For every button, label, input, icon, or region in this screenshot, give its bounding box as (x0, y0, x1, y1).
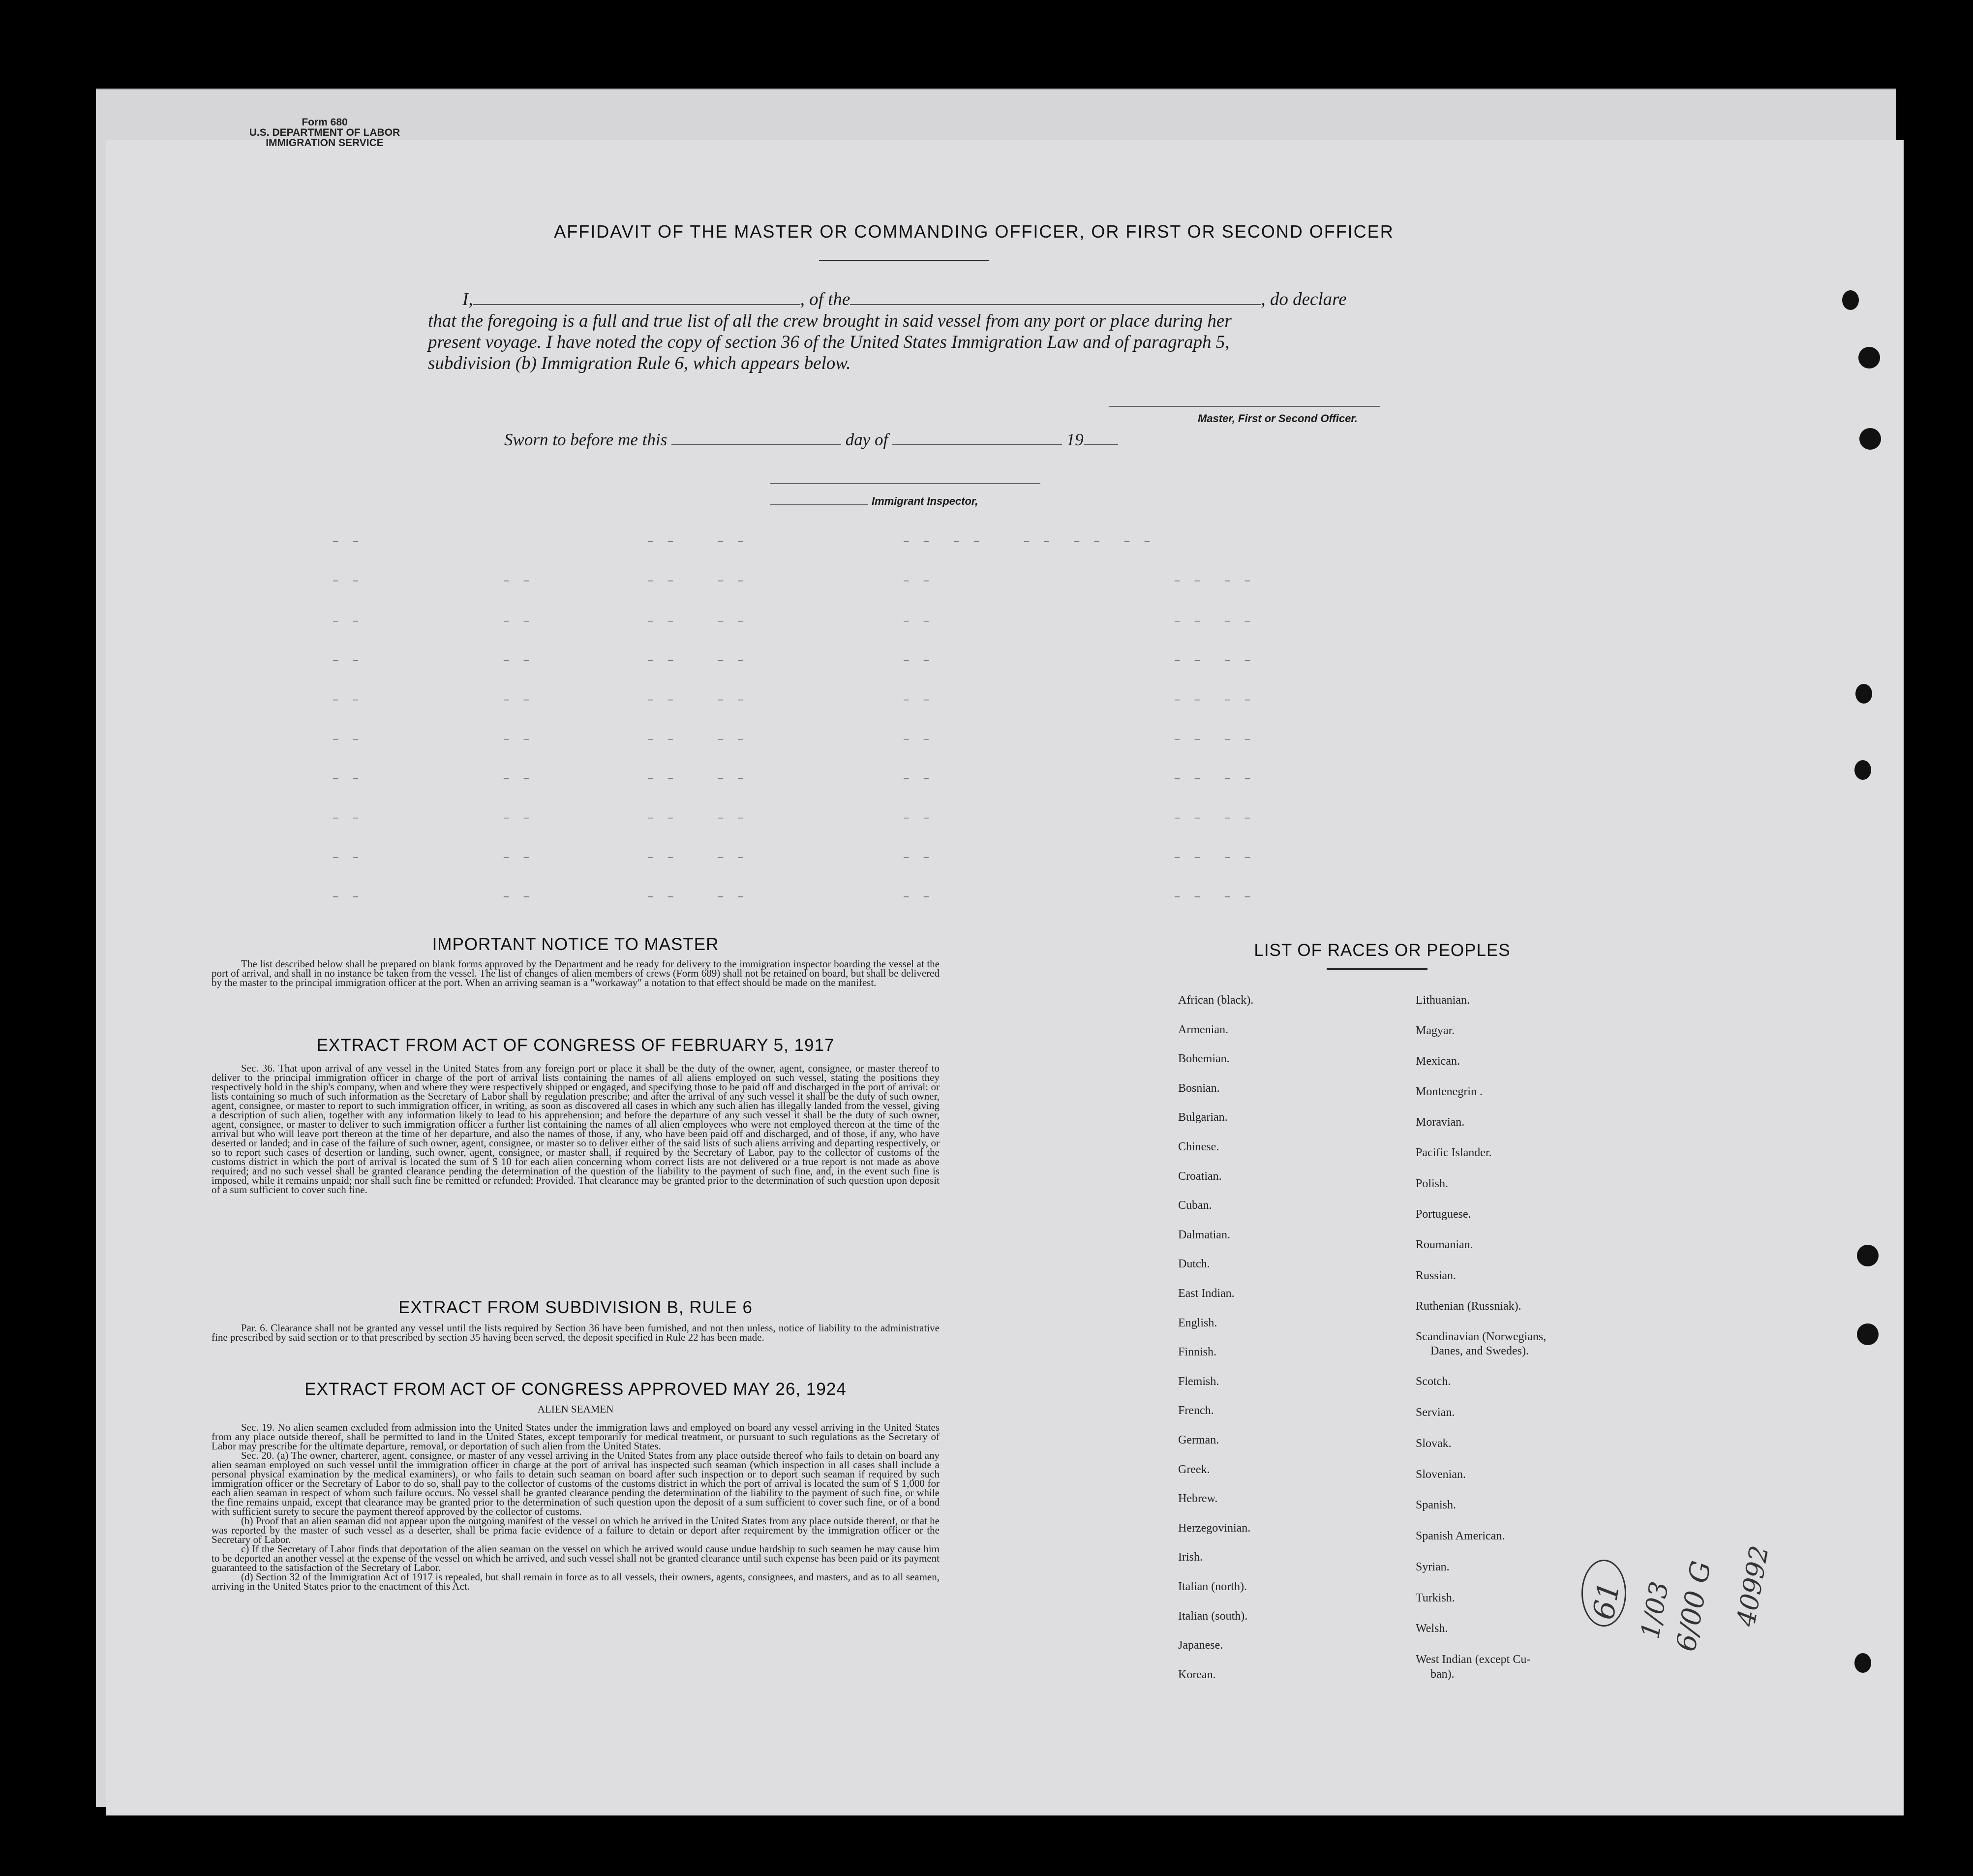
handwritten-circled-number: 61 (1586, 1579, 1627, 1623)
race-item: Korean. (1178, 1668, 1216, 1681)
month-blank (892, 444, 1062, 445)
race-item: Hebrew. (1178, 1492, 1218, 1505)
race-item: Syrian. (1416, 1561, 1450, 1573)
ledger-marks: – – – – (332, 851, 533, 864)
race-item: Mexican. (1416, 1055, 1460, 1068)
year-blank (1084, 444, 1118, 445)
extract-rule6-text (212, 1323, 940, 1342)
ledger-marks: – – – – (647, 575, 748, 588)
ledger-marks: – – – – – – (903, 654, 1254, 668)
ledger-marks: – – – – (332, 733, 533, 746)
ledger-marks: – – – – (332, 891, 533, 904)
vessel-blank (850, 304, 1261, 305)
binder-hole (1842, 290, 1859, 310)
race-item: French. (1178, 1404, 1214, 1417)
extract-1924-subtitle: ALIEN SEAMEN (537, 1403, 614, 1415)
binder-hole (1859, 428, 1881, 450)
race-item: Herzegovinian. (1178, 1522, 1251, 1535)
race-item: Welsh. (1416, 1622, 1448, 1635)
binder-hole (1854, 760, 1871, 780)
ledger-marks: – – – – (647, 733, 748, 746)
race-item: Bohemian. (1178, 1052, 1230, 1065)
race-item: Russian. (1416, 1269, 1457, 1282)
extract-1924-paragraph: c) If the Secretary of Labor finds that deportation of the alien seaman on the vessel on which he arrived would cause undue hardship to such seamen he may cause him to be deported an another vessel at the expense of the vessel on which he arrived, and such vessel shall not be granted clearance until such expense has been paid or its payment guaranteed to the satisfaction of the Secretary of Labor. (212, 1543, 940, 1573)
race-item: Cuban. (1178, 1199, 1212, 1212)
ledger-marks: – – – – (647, 615, 748, 628)
ledger-marks: – – – – – – – – – – (903, 535, 1154, 549)
affidavit-line-4: subdivision (b) Immigration Rule 6, which appears below. (428, 353, 851, 373)
ledger-marks: – – – – (332, 615, 533, 628)
form-header (246, 117, 403, 143)
race-item: Moravian. (1416, 1116, 1465, 1129)
sworn-line (504, 430, 1118, 450)
race-item: English. (1178, 1317, 1217, 1329)
race-item: Lithuanian. (1416, 994, 1470, 1007)
important-notice-title: IMPORTANT NOTICE TO MASTER (432, 935, 719, 954)
binder-hole (1857, 1323, 1879, 1345)
race-item: Greek. (1178, 1463, 1210, 1476)
race-item: Scotch. (1416, 1375, 1451, 1388)
inspector-line-1 (770, 483, 1040, 484)
race-item: Pacific Islander. (1416, 1146, 1492, 1159)
ledger-marks: – – – – (647, 535, 748, 549)
race-item: Spanish. (1416, 1499, 1457, 1511)
handwritten-note: 1/03 (1636, 1579, 1675, 1641)
important-notice-text (212, 959, 940, 987)
race-item: Polish. (1416, 1177, 1449, 1190)
extract-1924-paragraph: (d) Section 32 of the Immigration Act of 1917 is repealed, but shall remain in force as to all vessels, their owners, agents, consignees, and masters, and as to all seamen, arriving in the United States prior to the enactment of this Act. (212, 1571, 940, 1592)
service-name (246, 138, 403, 143)
ledger-marks: – – – – (647, 851, 748, 864)
signature-label: Master, First or Second Officer. (1198, 412, 1358, 425)
ledger-marks: – – – – – – (903, 733, 1254, 746)
binder-hole (1854, 1653, 1871, 1673)
ledger-marks: – – – – – – (903, 772, 1254, 786)
race-item: Bosnian. (1178, 1082, 1220, 1095)
extract-1924-paragraph: Sec. 19. No alien seamen excluded from admission into the United States under the immigration laws and employed on board any vessel arriving in the United States from any place outside thereof, shall be permitted to land in the United States, except temporarily for medical treatment, or pursuant to such regulations as the Secretary of Labor may prescribe for the ultimate departure, removal, or deportation of such alien from the United States. (212, 1421, 940, 1452)
ledger-marks: – – – – (647, 891, 748, 904)
affidavit-title: AFFIDAVIT OF THE MASTER OR COMMANDING OFFICER, OR FIRST OR SECOND OFFICER (554, 221, 1394, 242)
race-item: West Indian (except Cu- (1416, 1653, 1531, 1666)
race-item: Bulgarian. (1178, 1111, 1228, 1124)
ledger-marks: – – – – (647, 654, 748, 668)
extract-1924-text (212, 1423, 940, 1591)
extract-1924-title: EXTRACT FROM ACT OF CONGRESS APPROVED MAY 26, 1924 (304, 1380, 847, 1399)
day-blank (671, 444, 841, 445)
race-item: Armenian. (1178, 1023, 1228, 1036)
department-name: U.S. DEPARTMENT OF LABOR (249, 127, 400, 138)
name-blank (473, 304, 800, 305)
race-item: Scandinavian (Norwegians, (1416, 1330, 1547, 1343)
binder-hole (1858, 347, 1880, 369)
race-item: Slovenian. (1416, 1468, 1466, 1481)
race-item: Irish. (1178, 1551, 1203, 1564)
race-item: Dalmatian. (1178, 1229, 1230, 1241)
race-item: Portuguese. (1416, 1208, 1471, 1221)
race-item: Magyar. (1416, 1024, 1455, 1037)
affidavit-line-2: that the foregoing is a full and true list of all the crew brought in said vessel from any port or place during her (428, 311, 1232, 331)
race-item: East Indian. (1178, 1287, 1235, 1300)
race-item: Danes, and Swedes). (1430, 1345, 1529, 1357)
extract-1917-title: EXTRACT FROM ACT OF CONGRESS OF FEBRUARY 5, 1917 (316, 1036, 835, 1055)
ledger-marks: – – – – (647, 694, 748, 707)
affidavit-i: I, (462, 289, 473, 309)
ledger-marks: – – – – – – (903, 575, 1254, 588)
race-item: ban). (1430, 1668, 1455, 1681)
day-of-text: day of (845, 430, 888, 449)
race-item: Spanish American. (1416, 1530, 1505, 1542)
ledger-marks: – – – – – – (903, 615, 1254, 628)
ledger-marks: – – (332, 535, 363, 549)
extract-1917-paragraph: Sec. 36. That upon arrival of any vessel in the United States from any foreign port or place it shall be the duty of the owner, agent, consignee, or master thereof to deliver to the principal immigration officer in charge of the port of arrival lists containing the names of all aliens employed on such vessel, stating the positions they respectively hold in the ship's company, when and where they were respectively shipped or engaged, and specifying those to be paid off and discharged in the port of arrival: or lists containing so much of such information as the Secretary of Labor shall by regulation prescribe; and after the arrival of any such vessel it shall be the duty of such owner, agent, consignee, or master to report to such immigration officer, in writing, as soon as discovered all cases in which any such alien has illegally landed from the vessel, giving a description of such alien, together with any information likely to lead to his apprehension; and before the departure of any such vessel it shall be the duty of such owner, agent, consignee, or master to deliver to such immigration officer a further list containing the names of all alien employees who were not employed thereon at the time of the arrival but who will leave port thereon at the time of her departure, and also the names of those, if any, who have been paid off and discharged, and of those, if any, who have deserted or landed; and in case of the failure of such owner, agent, consignee, or master so to deliver either of the said lists of such aliens arriving and departing respectively, or so to report such cases of desertion or landing, such owner, agent, consignee, or master shall, if required by the Secretary of Labor, pay to the collector of customs of the customs district in which the port of arrival is located the sum of $ 10 for each alien concerning whom correct lists are not delivered or a true report is not made as above required; and no such vessel shall be granted clearance pending the determination of the question of the liability to the payment of such fine, and, in the event such fine is imposed, while it remains unpaid; nor shall such fine be remitted or refunded; Provided. That clearance may be granted prior to the determination of such question upon deposit of a sum sufficient to cover such fine. (212, 1062, 940, 1196)
ledger-marks: – – – – – – (903, 694, 1254, 707)
extract-rule6-title: EXTRACT FROM SUBDIVISION B, RULE 6 (398, 1298, 753, 1317)
notice-paragraph: The list described below shall be prepared on blank forms approved by the Department and be ready for delivery to the immigration inspector boarding the vessel at the port of arrival, and shall in no instance be taken from the vessel. The list of changes of alien members of crews (Form 689) shall not be retained on board, but shall be delivered by the master to the principal immigration officer at the port. When an arriving seaman is a "workaway" a notation to that effect should be made on the manifest. (212, 958, 940, 988)
race-item: Slovak. (1416, 1437, 1452, 1450)
extract-1924-paragraph: Sec. 20. (a) The owner, charterer, agent, consignee, or master of any vessel arriving in the United States from any place outside thereof who fails to detain on board any alien seaman employed on such vessel until the immigration officer in charge at the port of arrival has inspected such seaman (which inspection in all cases shall include a personal physical examination by the medical examiners), or who fails to detain such seaman on board after such inspection or to deport such seaman if required by such immigration officer or the Secretary of Labor to do so, shall pay to the collector of customs of the customs district in which the port of arrival is located the sum of $ 1,000 for each alien seaman in respect of whom such failure occurs. No vessel shall be granted clearance pending the determination of the liability to the payment of such fine, or while the fine remains unpaid, except that clearance may be granted prior to the determination of such question upon the deposit of a sum sufficient to cover such fine, or of a bond with sufficient surety to secure the payment thereof approved by the collector of customs. (212, 1449, 940, 1517)
inspector-line-2 (770, 504, 868, 505)
race-item: Ruthenian (Russniak). (1416, 1300, 1521, 1313)
ledger-marks: – – – – – – (903, 851, 1254, 864)
race-item: Italian (north). (1178, 1580, 1247, 1593)
races-title-rule (1327, 968, 1427, 970)
binder-hole (1855, 684, 1872, 704)
affidavit-of-the: , of the (800, 289, 850, 309)
extract-1924-paragraph: (b) Proof that an alien seaman did not appear upon the outgoing manifest of the vessel on which he arrived in the United States from any place outside thereof, or that he was reported by the master of such vessel as a deserter, shall be prima facie evidence of a failure to detain or deport after requirement by the immigration officer or the Secretary of Labor. (212, 1515, 940, 1545)
signature-line (1109, 406, 1380, 407)
race-item: Servian. (1416, 1406, 1455, 1419)
ledger-marks: – – – – (332, 654, 533, 668)
handwritten-note: 40992 (1731, 1543, 1775, 1629)
form-number: Form 680 (302, 117, 348, 128)
handwritten-note: 6/00 G (1670, 1558, 1717, 1654)
race-item: Croatian. (1178, 1170, 1222, 1183)
ledger-marks: – – – – (647, 812, 748, 825)
race-item: German. (1178, 1434, 1219, 1446)
sworn-text: Sworn to before me this (504, 430, 668, 449)
race-item: African (black). (1178, 994, 1254, 1007)
ledger-marks: – – – – (332, 772, 533, 786)
ledger-marks: – – – – (332, 812, 533, 825)
extract-rule6-paragraph: Par. 6. Clearance shall not be granted any vessel until the lists required by Section 36 have been furnished, and not then unless, notice of liability to the administrative fine prescribed by said section or to that prescribed by section 35 having been served, the deposit specified in Rule 22 has been made. (212, 1322, 940, 1343)
ledger-marks: – – – – (332, 694, 533, 707)
inspector-label: Immigrant Inspector, (872, 495, 978, 507)
affidavit-line-1 (462, 289, 1347, 309)
race-item: Roumanian. (1416, 1238, 1473, 1251)
title-rule (819, 260, 989, 261)
race-item: Finnish. (1178, 1346, 1217, 1358)
extract-1917-text (212, 1064, 940, 1195)
affidavit-line-3: present voyage. I have noted the copy of section 36 of the United States Immigration Law and of paragraph 5, (428, 332, 1230, 352)
race-item: Italian (south). (1178, 1610, 1248, 1623)
ledger-marks: – – – – (647, 772, 748, 786)
ledger-marks: – – – – (332, 575, 533, 588)
ledger-marks: – – – – – – (903, 812, 1254, 825)
race-item: Chinese. (1178, 1140, 1219, 1153)
race-item: Montenegrin . (1416, 1085, 1483, 1098)
race-item: Flemish. (1178, 1375, 1219, 1388)
races-title: LIST OF RACES OR PEOPLES (1254, 941, 1511, 960)
year-prefix: 19 (1066, 430, 1084, 449)
race-item: Japanese. (1178, 1639, 1223, 1652)
binder-hole (1857, 1245, 1879, 1266)
affidavit-declare: , do declare (1261, 289, 1347, 309)
race-item: Turkish. (1416, 1592, 1455, 1604)
ledger-marks: – – – – – – (903, 891, 1254, 904)
race-item: Dutch. (1178, 1258, 1210, 1270)
